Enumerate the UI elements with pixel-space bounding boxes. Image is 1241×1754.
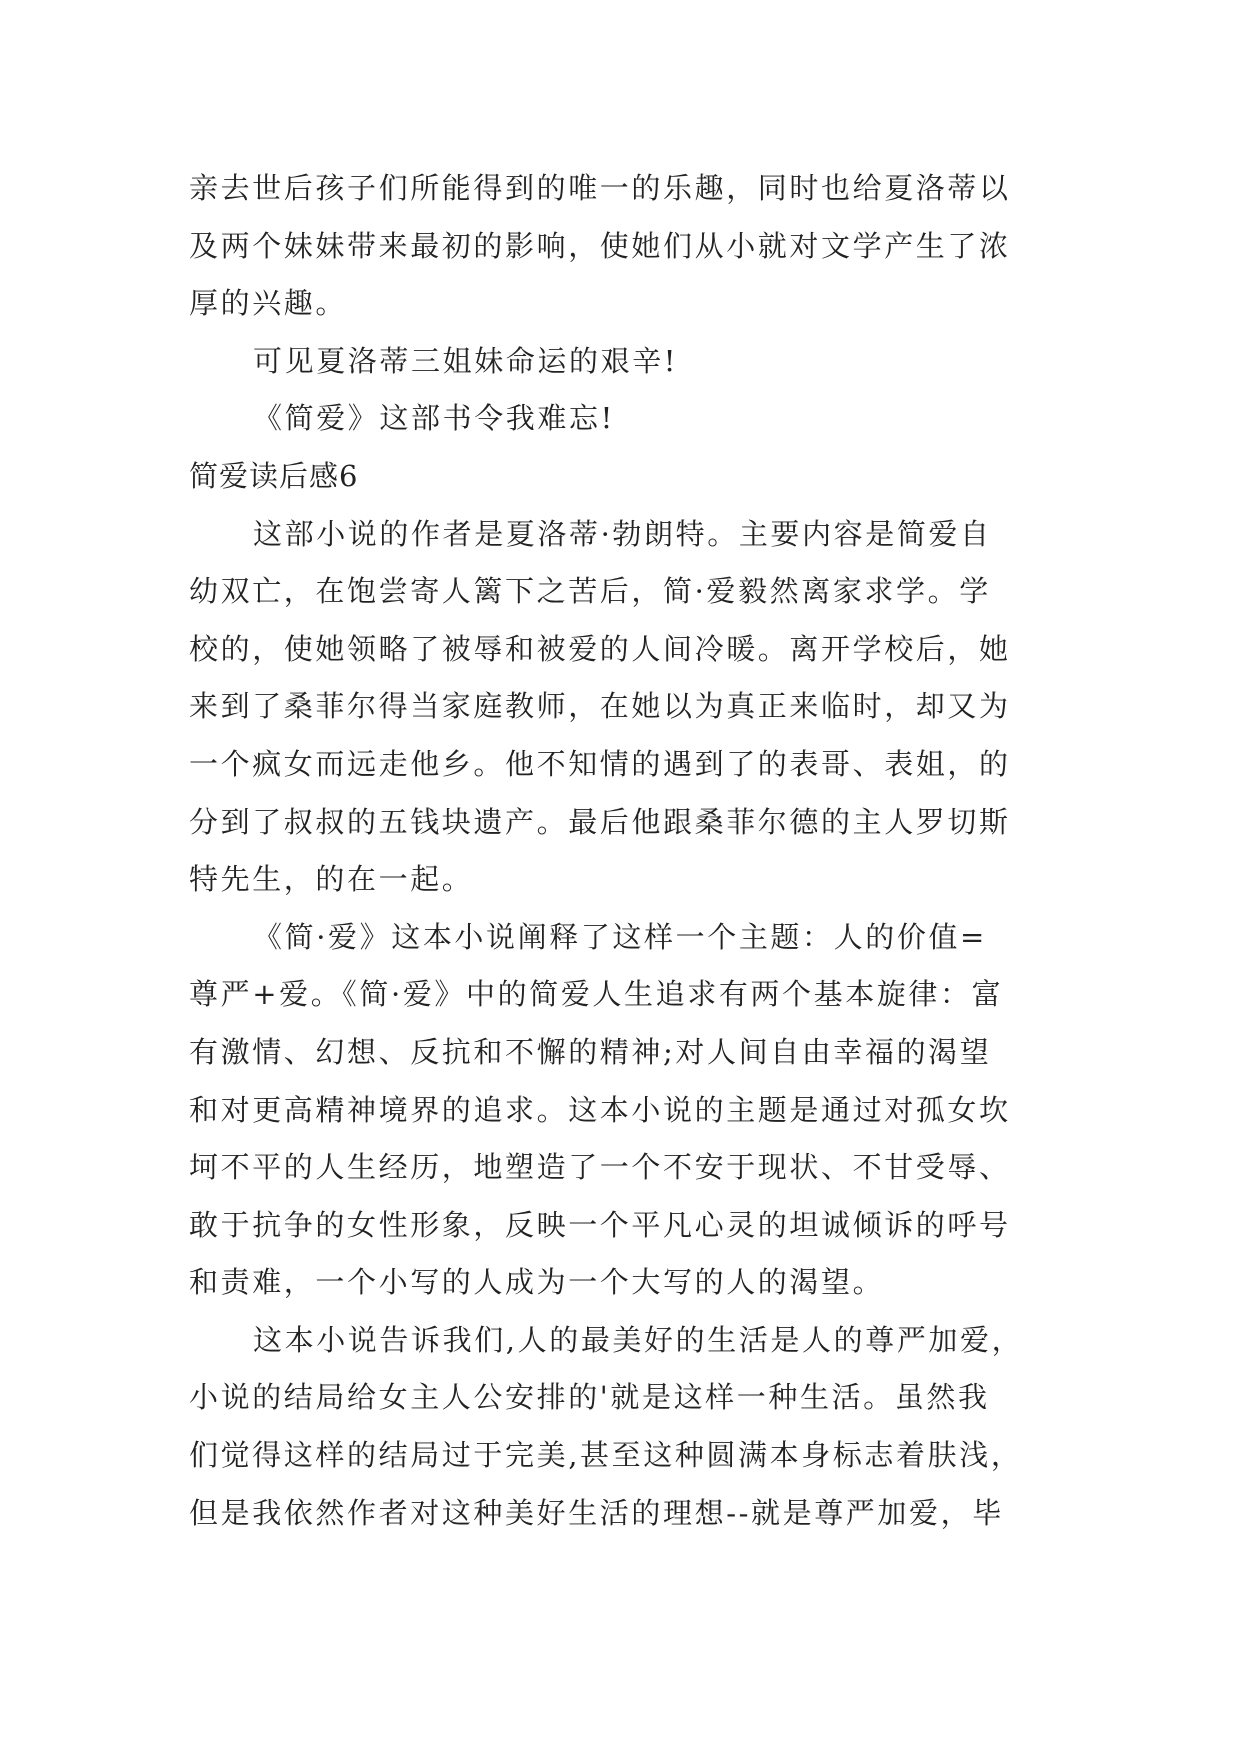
document-body <box>189 160 1059 1542</box>
text-line: 但是我依然作者对这种美好生活的理想--就是尊严加爱，毕 <box>189 1495 1004 1530</box>
text-line: 一个疯女而远走他乡。他不知情的遇到了的表哥、表姐，的 <box>189 746 1011 781</box>
text-line: 和对更高精神境界的追求。这本小说的主题是通过对孤女坎 <box>189 1092 1011 1127</box>
text-line: 及两个妹妹带来最初的影响，使她们从小就对文学产生了浓 <box>189 228 1011 263</box>
text-line: 这部小说的作者是夏洛蒂·勃朗特。主要内容是简爱自 <box>253 516 992 551</box>
text-line: 尊严+爱。《简·爱》中的简爱人生追求有两个基本旋律：富 <box>189 977 1004 1012</box>
text-line: 可见夏洛蒂三姐妹命运的艰辛! <box>253 343 679 378</box>
text-line: 们觉得这样的结局过于完美,甚至这种圆满本身标志着肤浅， <box>189 1438 1023 1473</box>
text-line: 《简·爱》这本小说阐释了这样一个主题：人的价值= <box>253 919 987 954</box>
text-line: 分到了叔叔的五钱块遗产。最后他跟桑菲尔德的主人罗切斯 <box>189 804 1011 839</box>
text-line: 《简爱》这部书令我难忘! <box>253 401 615 436</box>
text-line: 幼双亡，在饱尝寄人篱下之苦后，简·爱毅然离家求学。学 <box>189 574 991 609</box>
text-line: 小说的结局给女主人公安排的'就是这样一种生活。虽然我 <box>189 1380 990 1415</box>
text-line: 有激情、幻想、反抗和不懈的精神;对人间自由幸福的渴望 <box>189 1034 992 1069</box>
text-line: 来到了桑菲尔得当家庭教师，在她以为真正来临时，却又为 <box>189 689 1011 724</box>
text-line: 坷不平的人生经历，地塑造了一个不安于现状、不甘受辱、 <box>189 1150 1011 1185</box>
text-line: 特先生，的在一起。 <box>189 862 474 897</box>
text-line: 敢于抗争的女性形象，反映一个平凡心灵的坦诚倾诉的呼号 <box>189 1207 1011 1242</box>
text-line: 和责难，一个小写的人成为一个大写的人的渴望。 <box>189 1265 885 1300</box>
section-heading: 简爱读后感6 <box>189 458 359 493</box>
text-line: 亲去世后孩子们所能得到的唯一的乐趣，同时也给夏洛蒂以 <box>189 171 1011 205</box>
text-line: 厚的兴趣。 <box>189 286 348 321</box>
text-line: 校的，使她领略了被辱和被爱的人间冷暖。离开学校后，她 <box>189 631 1011 666</box>
text-line: 这本小说告诉我们,人的最美好的生活是人的尊严加爱， <box>253 1322 1024 1357</box>
